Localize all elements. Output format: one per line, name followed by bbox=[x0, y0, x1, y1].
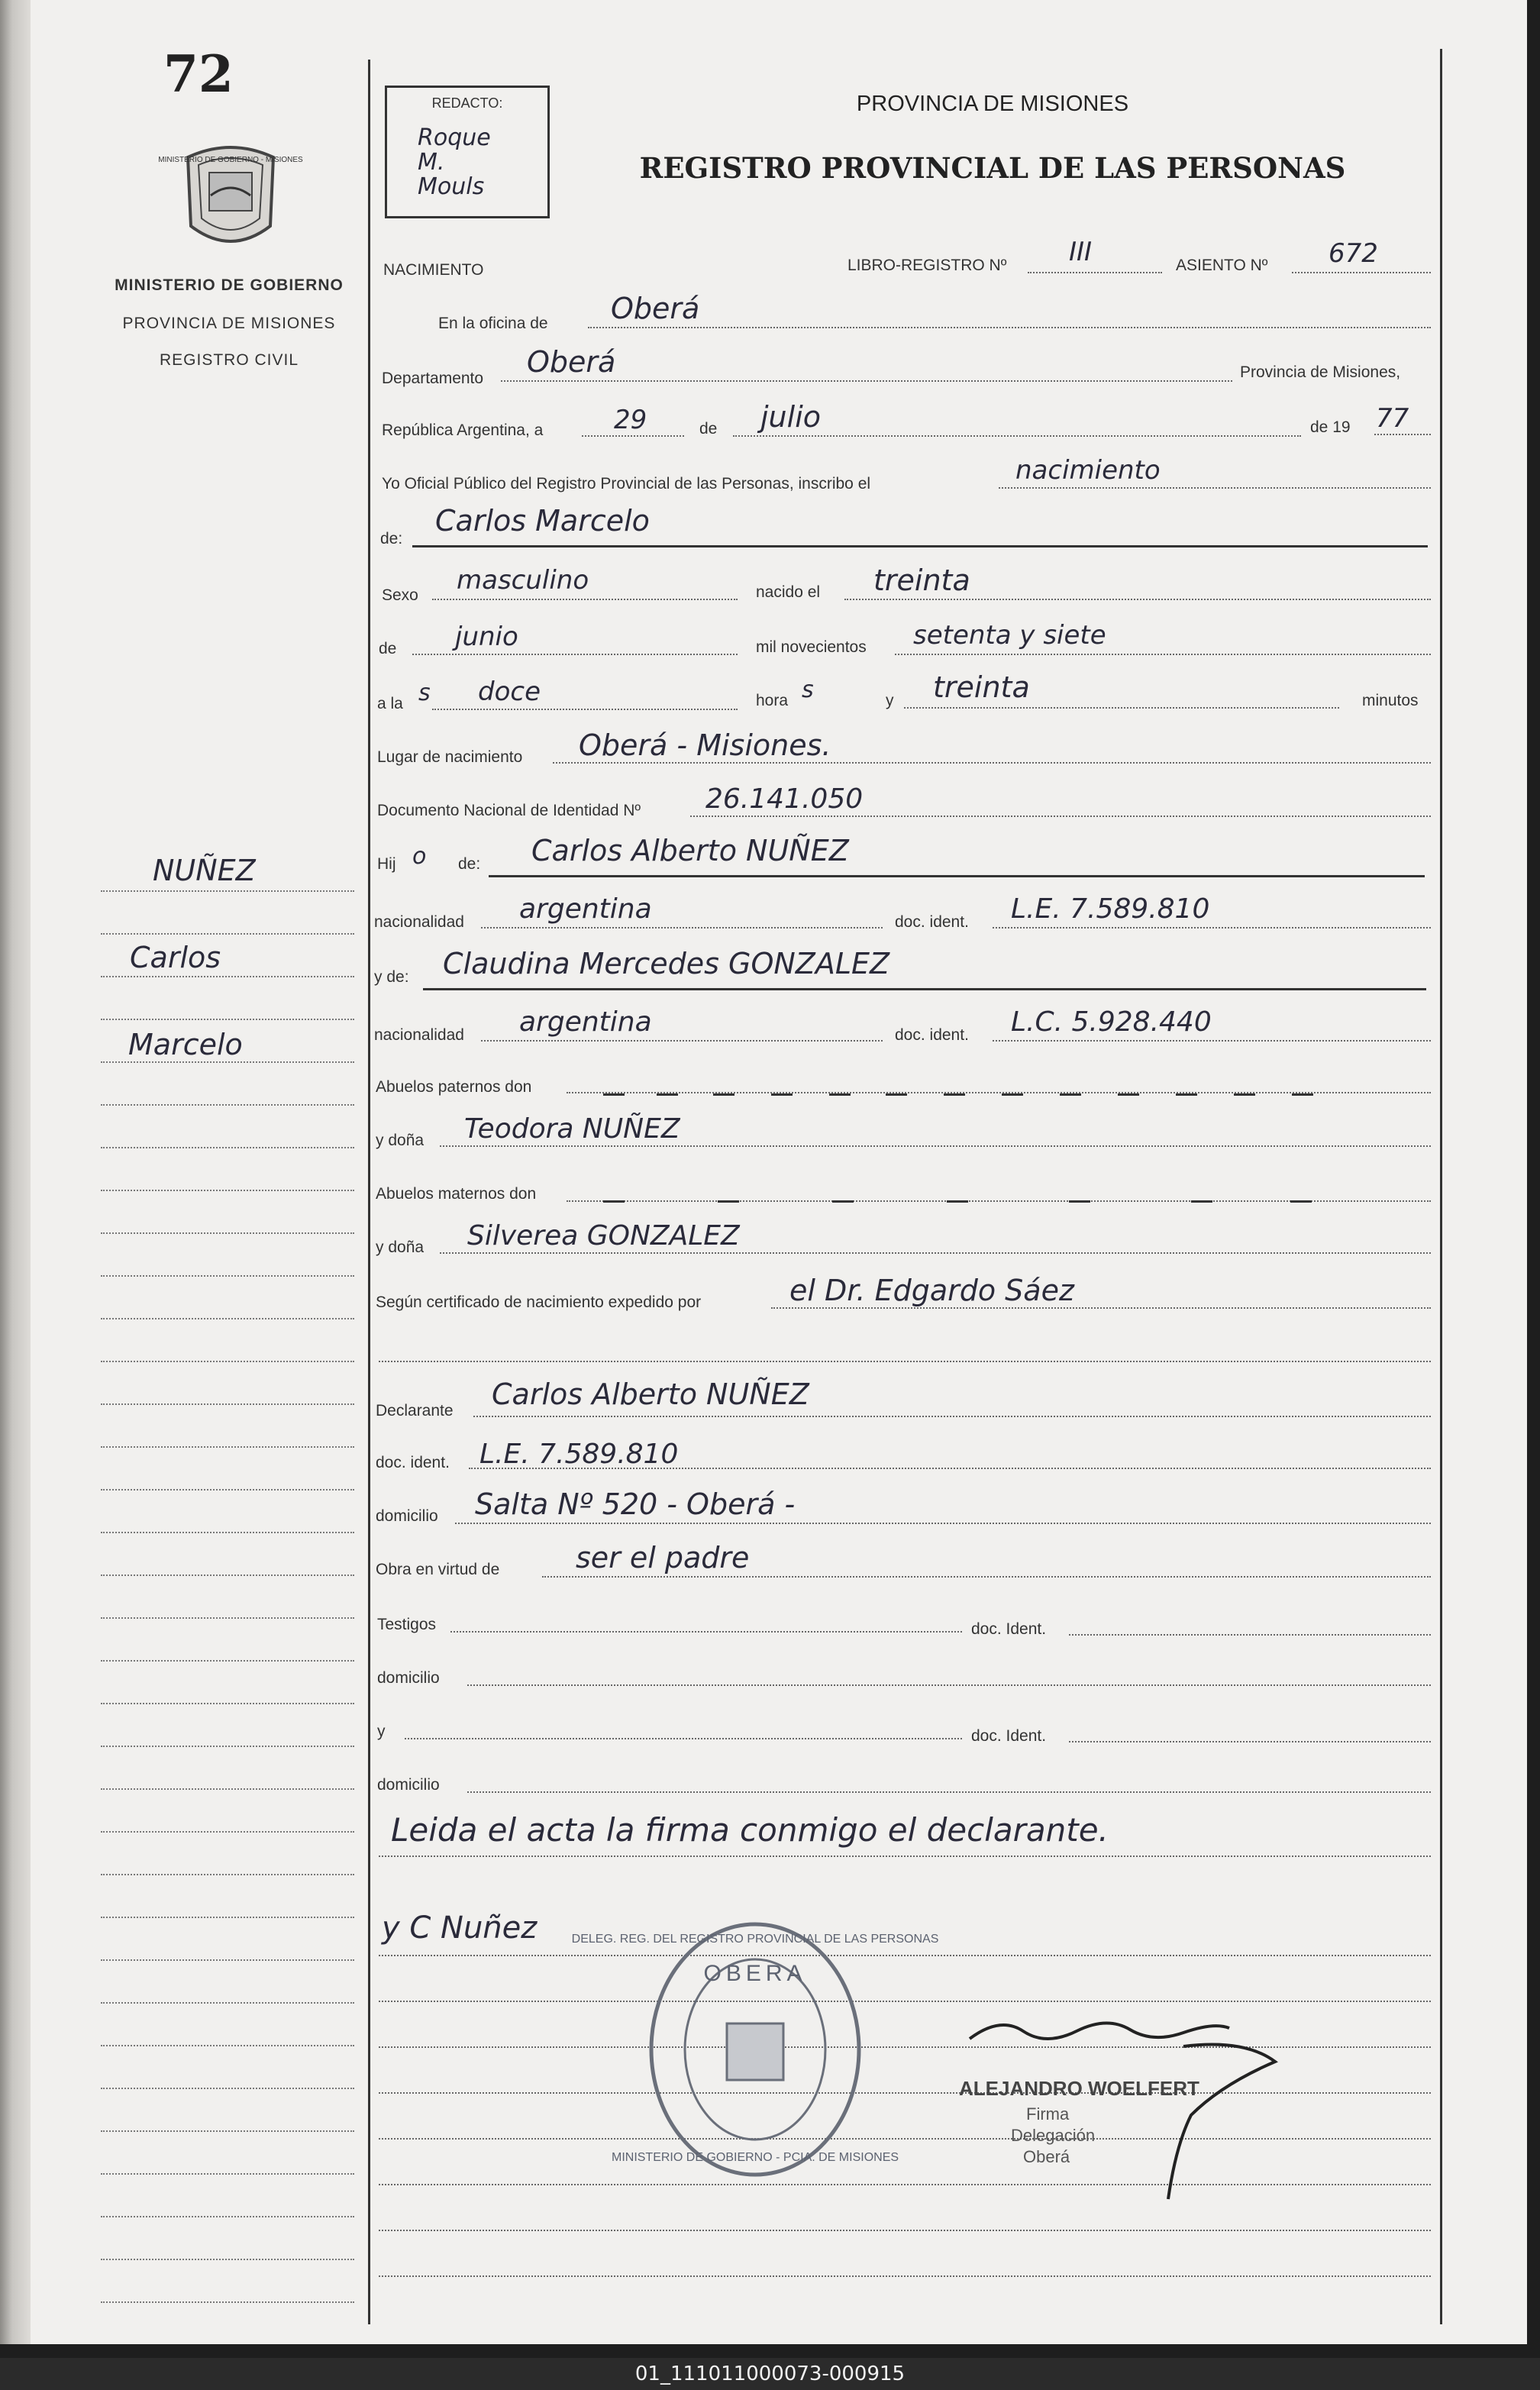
side-name2: Marcelo bbox=[128, 1028, 243, 1061]
anio-prefix-label: de 19 bbox=[1310, 418, 1351, 436]
mes-value: julio bbox=[760, 400, 822, 434]
testigos-label: Testigos bbox=[377, 1616, 437, 1633]
oficial-label: Yo Oficial Público del Registro Provincial de las Personas, inscribo el bbox=[382, 475, 871, 493]
svg-text:OBERA: OBERA bbox=[703, 1961, 807, 1986]
ala-suffix: s bbox=[418, 680, 431, 706]
y2-doc-label: doc. Ident. bbox=[971, 1727, 1047, 1745]
book-binding bbox=[0, 0, 31, 2344]
signature-line2: Delegación bbox=[1011, 2126, 1096, 2145]
side-name1: Carlos bbox=[130, 941, 221, 974]
official-signature-icon bbox=[954, 2016, 1290, 2214]
de-nombre-label: de: bbox=[380, 530, 403, 547]
nombre-value: Carlos Marcelo bbox=[435, 504, 650, 538]
oficina-label: En la oficina de bbox=[438, 315, 548, 332]
y-label: y bbox=[886, 692, 894, 709]
footer-id: 01_111011000073-000915 bbox=[0, 2358, 1540, 2390]
hora-suffix: s bbox=[802, 677, 814, 703]
firma-value: y C Nuñez bbox=[382, 1910, 538, 1946]
svg-text:DELEG. REG. DEL REGISTRO PROVI: DELEG. REG. DEL REGISTRO PROVINCIAL DE LAS PERSONAS bbox=[571, 1933, 939, 1946]
ala-label: a la bbox=[377, 695, 403, 712]
madre-nac-label: nacionalidad bbox=[374, 1026, 464, 1044]
signature-line1: Firma bbox=[1026, 2104, 1070, 2124]
registry-title: REGISTRO PROVINCIAL DE LAS PERSONAS bbox=[639, 151, 1346, 185]
padre-nac-label: nacionalidad bbox=[374, 913, 464, 931]
hora-label: hora bbox=[756, 692, 789, 709]
domicilio-label: domicilio bbox=[376, 1507, 438, 1525]
lugar-label: Lugar de nacimiento bbox=[377, 748, 523, 766]
sexo-label: Sexo bbox=[382, 586, 418, 604]
departamento-value: Oberá bbox=[527, 345, 616, 379]
redacto-box bbox=[385, 86, 550, 218]
mes-nac-value: junio bbox=[455, 622, 518, 652]
declarante-label: Declarante bbox=[376, 1402, 454, 1419]
padre-doc-label: doc. ident. bbox=[895, 913, 969, 931]
domicilio3-label: domicilio bbox=[377, 1776, 440, 1794]
act-type-label: NACIMIENTO bbox=[383, 261, 484, 279]
svg-text:MINISTERIO DE GOBIERNO - PCIA.: MINISTERIO DE GOBIERNO - PCIA. DE MISIONES bbox=[611, 2151, 899, 2164]
abuelos-mat-label: Abuelos maternos don bbox=[376, 1185, 537, 1203]
madre-doc-label: doc. ident. bbox=[895, 1026, 969, 1044]
hijo-de-label: de: bbox=[458, 855, 481, 873]
nacido-value: treinta bbox=[873, 564, 970, 597]
abuela-mat-value: Silverea GONZALEZ bbox=[467, 1220, 740, 1252]
minutos-value: treinta bbox=[933, 670, 1030, 704]
ministry-line3: REGISTRO CIVIL bbox=[159, 351, 299, 369]
departamento-label: Departamento bbox=[382, 370, 484, 387]
y-dona-pat-label: y doña bbox=[376, 1132, 425, 1149]
y2-label: y bbox=[377, 1723, 386, 1740]
dia-value: 29 bbox=[614, 405, 647, 435]
right-margin-rule bbox=[1440, 49, 1442, 2324]
ministry-line2: PROVINCIA DE MISIONES bbox=[122, 315, 336, 332]
madre-doc-value: L.C. 5.928.440 bbox=[1011, 1006, 1212, 1038]
mil-value: setenta y siete bbox=[913, 620, 1106, 651]
redacto-label: REDACTO: bbox=[431, 95, 503, 111]
ministry-seal-icon bbox=[158, 142, 303, 257]
left-margin-rule bbox=[368, 60, 370, 2324]
y-dona-mat-label: y doña bbox=[376, 1239, 425, 1256]
dni-value: 26.141.050 bbox=[705, 783, 864, 815]
minutos-label: minutos bbox=[1362, 692, 1419, 709]
testigos-doc-label: doc. Ident. bbox=[971, 1620, 1047, 1638]
asiento-value: 672 bbox=[1329, 238, 1378, 269]
madre-value: Claudina Mercedes GONZALEZ bbox=[443, 947, 890, 980]
padre-doc-value: L.E. 7.589.810 bbox=[1011, 893, 1210, 925]
side-surname: NUÑEZ bbox=[153, 854, 256, 887]
signature-line3: Oberá bbox=[1023, 2147, 1070, 2166]
padre-nac-value: argentina bbox=[519, 893, 652, 925]
svg-text:Alejandro: Alejandro bbox=[954, 2022, 958, 2023]
libro-value: III bbox=[1069, 237, 1093, 267]
dni-label: Documento Nacional de Identidad Nº bbox=[377, 802, 641, 819]
registry-stamp-icon bbox=[571, 1920, 939, 2179]
de2-label: de bbox=[379, 640, 397, 657]
hijo-suffix: o bbox=[412, 843, 427, 870]
signature-name: ALEJANDRO WOELFERT bbox=[959, 2077, 1199, 2100]
republica-label: República Argentina, a bbox=[382, 421, 544, 439]
oficina-value: Oberá bbox=[611, 292, 700, 325]
oficial-value: nacimiento bbox=[1015, 455, 1161, 486]
abuelos-pat-label: Abuelos paternos don bbox=[376, 1078, 532, 1096]
obra-label: Obra en virtud de bbox=[376, 1561, 500, 1578]
obra-value: ser el padre bbox=[576, 1541, 750, 1574]
anio-value: 77 bbox=[1376, 403, 1409, 434]
declarante-value: Carlos Alberto NUÑEZ bbox=[492, 1377, 809, 1411]
asiento-label: ASIENTO Nº bbox=[1176, 257, 1268, 274]
decl-doc-label: doc. ident. bbox=[376, 1454, 450, 1471]
abuela-pat-value: Teodora NUÑEZ bbox=[464, 1113, 680, 1145]
madre-nac-value: argentina bbox=[519, 1006, 652, 1038]
decl-doc-value: L.E. 7.589.810 bbox=[479, 1439, 679, 1470]
libro-label: LIBRO-REGISTRO Nº bbox=[847, 257, 1007, 274]
ministry-line1: MINISTERIO DE GOBIERNO bbox=[115, 276, 344, 294]
leida-value: Leida el acta la firma conmigo el declarante. bbox=[391, 1811, 1109, 1849]
domicilio-value: Salta Nº 520 - Oberá - bbox=[475, 1487, 796, 1521]
nacido-label: nacido el bbox=[756, 583, 821, 601]
redacto-value: Roque M. Mouls bbox=[418, 124, 491, 200]
domicilio2-label: domicilio bbox=[377, 1669, 440, 1687]
province-title: PROVINCIA DE MISIONES bbox=[856, 92, 1129, 116]
hijo-label: Hij bbox=[377, 855, 396, 873]
certificado-label: Según certificado de nacimiento expedido por bbox=[376, 1294, 702, 1311]
mil-label: mil novecientos bbox=[756, 638, 867, 656]
padre-value: Carlos Alberto NUÑEZ bbox=[531, 834, 849, 867]
page-number: 72 bbox=[163, 44, 234, 104]
hora-value: doce bbox=[478, 677, 541, 707]
lugar-value: Oberá - Misiones. bbox=[579, 728, 831, 762]
sexo-value: masculino bbox=[457, 565, 589, 596]
fecha-de-label: de bbox=[699, 420, 718, 438]
svg-text:MINISTERIO DE GOBIERNO - MISIO: MINISTERIO DE GOBIERNO - MISIONES bbox=[158, 156, 303, 164]
provincia-label: Provincia de Misiones, bbox=[1240, 363, 1401, 381]
y-de-label: y de: bbox=[374, 968, 409, 986]
certificado-value: el Dr. Edgardo Sáez bbox=[789, 1274, 1074, 1307]
